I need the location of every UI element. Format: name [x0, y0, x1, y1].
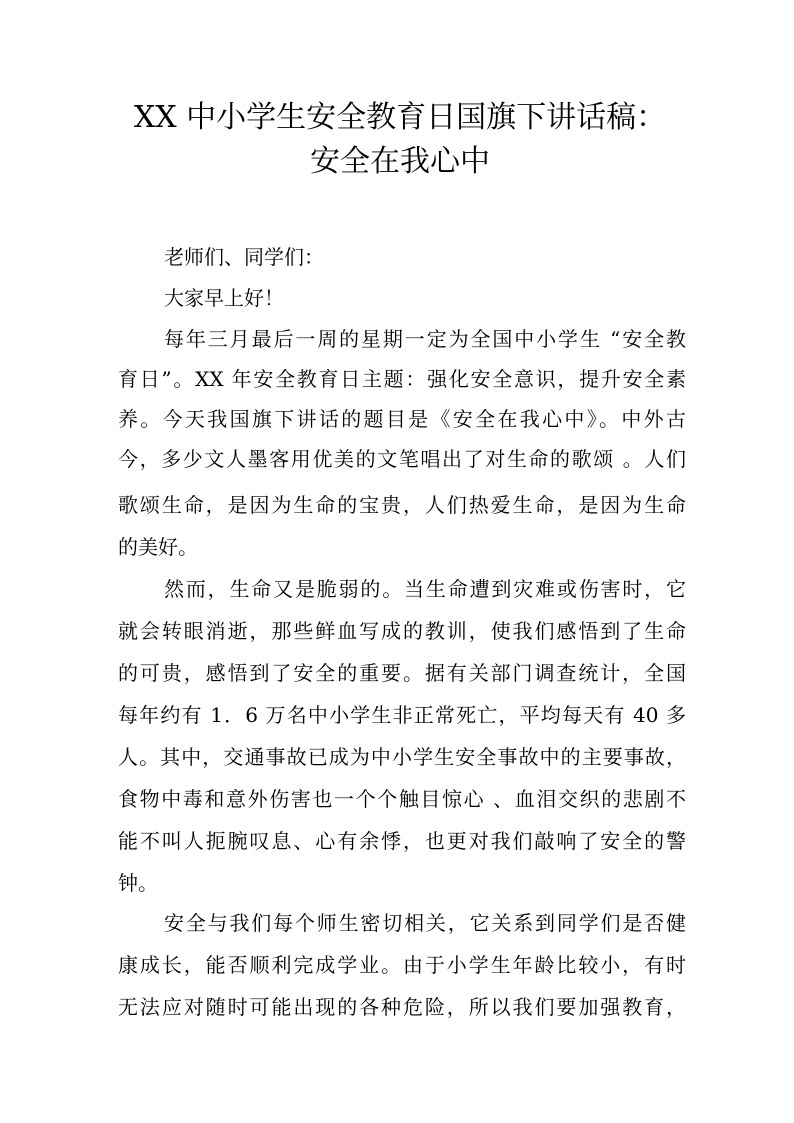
document-title-line-2: 安全在我心中	[310, 144, 490, 179]
paragraph-1-line-1: 每年三月最后一周的星期一定为全国中小学生 “安全教	[164, 327, 686, 351]
document-title-line-1: XX 中小学生安全教育日国旗下讲话稿：	[133, 100, 667, 135]
paragraph-2-line-3: 的可贵，感悟到了安全的重要。据有关部门调查统计，全国	[118, 661, 686, 685]
paragraph-2-line-4: 每年约有 1．6 万名中小学生非正常死亡，平均每天有 40 多	[118, 703, 686, 727]
salutation: 老师们、同学们：	[164, 245, 324, 269]
paragraph-2-line-7: 能不叫人扼腕叹息、心有余悸，也更对我们敲响了安全的警	[118, 829, 686, 853]
paragraph-1-line-2: 育日”。XX 年安全教育日主题：强化安全意识，提升安全素	[118, 367, 686, 391]
paragraph-2-line-1: 然而，生命又是脆弱的。当生命遭到灾难或伤害时，它	[164, 577, 686, 601]
paragraph-1-line-3: 养。今天我国旗下讲话的题目是《安全在我心中》。中外古	[118, 407, 686, 431]
greeting: 大家早上好！	[164, 286, 284, 310]
paragraph-1-line-4: 今，多少文人墨客用优美的文笔唱出了对生命的歌颂 。人们	[118, 447, 686, 471]
paragraph-1-line-6: 的美好。	[118, 535, 198, 559]
paragraph-3-line-2: 康成长，能否顺利完成学业。由于小学生年龄比较小，有时	[118, 953, 686, 977]
paragraph-2-line-2: 就会转眼消逝，那些鲜血写成的教训，使我们感悟到了生命	[118, 619, 686, 643]
paragraph-3-line-1: 安全与我们每个师生密切相关，它关系到同学们是否健	[164, 911, 686, 935]
paragraph-1-line-5: 歌颂生命，是因为生命的宝贵，人们热爱生命，是因为生命	[118, 493, 686, 517]
paragraph-2-line-6: 食物中毒和意外伤害也一个个触目惊心 、血泪交织的悲剧不	[118, 787, 686, 811]
paragraph-2-line-8: 钟。	[118, 871, 158, 895]
paragraph-2-line-5: 人。其中，交通事故已成为中小学生安全事故中的主要事故，	[118, 745, 686, 769]
paragraph-3-line-3: 无法应对随时可能出现的各种危险，所以我们要加强教育，	[118, 995, 686, 1019]
